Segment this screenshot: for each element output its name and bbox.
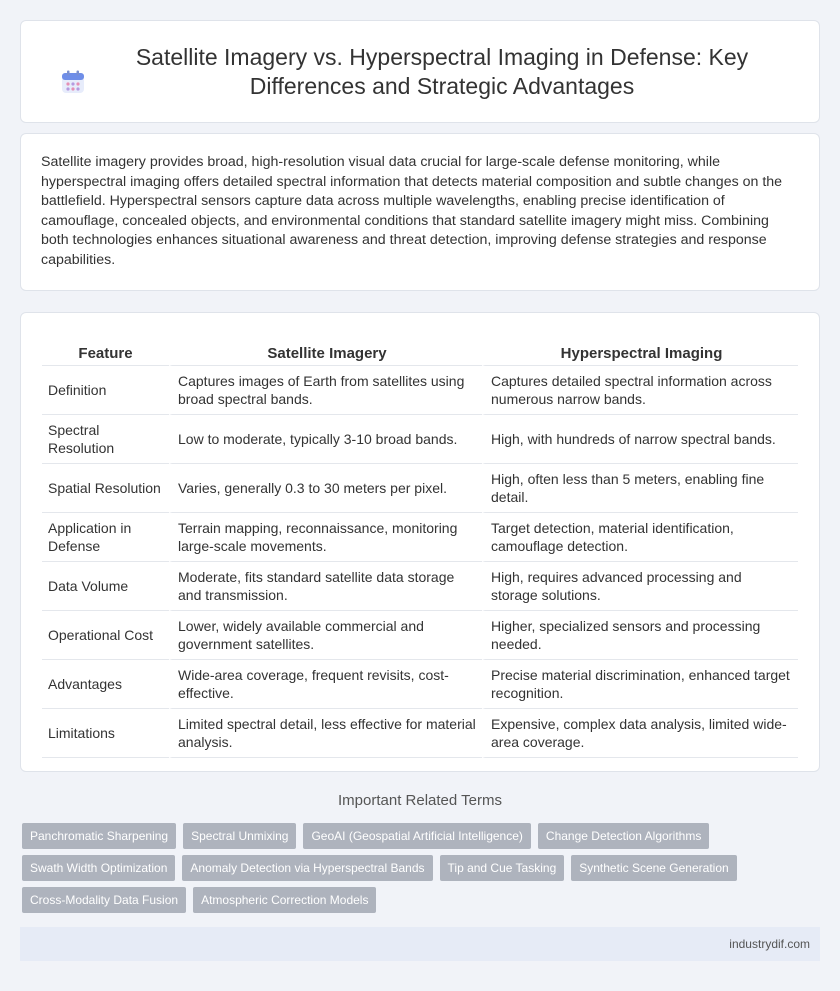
table-row xyxy=(42,660,798,709)
related-term-tag[interactable]: Spectral Unmixing xyxy=(183,823,296,849)
cell-feature: Application in Defense xyxy=(42,513,169,562)
cell-satellite-imagery: Varies, generally 0.3 to 30 meters per pixel. xyxy=(169,464,482,513)
cell-hyperspectral-imaging: High, often less than 5 meters, enabling fine detail. xyxy=(482,464,798,513)
cell-satellite-imagery: Moderate, fits standard satellite data storage and transmission. xyxy=(169,562,482,611)
cell-hyperspectral-imaging: Captures detailed spectral information across numerous narrow bands. xyxy=(482,366,798,415)
header-feature: Feature xyxy=(42,333,169,366)
related-terms-title: Important Related Terms xyxy=(338,792,502,809)
related-term-tag[interactable]: GeoAI (Geospatial Artificial Intelligence) xyxy=(303,823,530,849)
cell-feature: Spectral Resolution xyxy=(42,415,169,464)
table-row xyxy=(42,562,798,611)
cell-satellite-imagery: Wide-area coverage, frequent revisits, cost-effective. xyxy=(169,660,482,709)
related-term-tag[interactable]: Swath Width Optimization xyxy=(22,855,175,881)
header-hyperspectral-imaging: Hyperspectral Imaging xyxy=(482,333,798,366)
table-row xyxy=(42,366,798,415)
table-row xyxy=(42,464,798,513)
calendar-icon xyxy=(60,69,86,95)
cell-feature: Advantages xyxy=(42,660,169,709)
title-card xyxy=(20,20,820,123)
table-row xyxy=(42,611,798,660)
related-term-tag[interactable]: Panchromatic Sharpening xyxy=(22,823,176,849)
related-term-tag[interactable]: Tip and Cue Tasking xyxy=(440,855,565,881)
cell-satellite-imagery: Captures images of Earth from satellites using broad spectral bands. xyxy=(169,366,482,415)
cell-feature: Data Volume xyxy=(42,562,169,611)
related-terms-list xyxy=(22,823,822,913)
header-satellite-imagery: Satellite Imagery xyxy=(169,333,482,366)
footer-site[interactable]: industrydif.com xyxy=(729,937,810,951)
cell-satellite-imagery: Low to moderate, typically 3-10 broad bands. xyxy=(169,415,482,464)
cell-satellite-imagery: Limited spectral detail, less effective for material analysis. xyxy=(169,709,482,758)
cell-satellite-imagery: Terrain mapping, reconnaissance, monitoring large-scale movements. xyxy=(169,513,482,562)
comparison-table-card xyxy=(20,312,820,772)
cell-hyperspectral-imaging: High, requires advanced processing and storage solutions. xyxy=(482,562,798,611)
intro-card xyxy=(20,133,820,291)
comparison-table xyxy=(42,333,798,758)
table-header-row xyxy=(42,333,798,366)
table-row xyxy=(42,415,798,464)
page-title: Satellite Imagery vs. Hyperspectral Imaging in Defense: Key Differences and Strategic Advantages xyxy=(135,43,749,99)
related-term-tag[interactable]: Synthetic Scene Generation xyxy=(571,855,736,881)
cell-feature: Definition xyxy=(42,366,169,415)
cell-hyperspectral-imaging: Higher, specialized sensors and processing needed. xyxy=(482,611,798,660)
table-row xyxy=(42,709,798,758)
table-row xyxy=(42,513,798,562)
cell-satellite-imagery: Lower, widely available commercial and government satellites. xyxy=(169,611,482,660)
related-term-tag[interactable]: Atmospheric Correction Models xyxy=(193,887,376,913)
cell-hyperspectral-imaging: Target detection, material identification, camouflage detection. xyxy=(482,513,798,562)
cell-hyperspectral-imaging: High, with hundreds of narrow spectral bands. xyxy=(482,415,798,464)
cell-feature: Limitations xyxy=(42,709,169,758)
cell-hyperspectral-imaging: Precise material discrimination, enhanced target recognition. xyxy=(482,660,798,709)
cell-feature: Spatial Resolution xyxy=(42,464,169,513)
cell-hyperspectral-imaging: Expensive, complex data analysis, limited wide-area coverage. xyxy=(482,709,798,758)
related-term-tag[interactable]: Cross-Modality Data Fusion xyxy=(22,887,186,913)
intro-paragraph: Satellite imagery provides broad, high-resolution visual data crucial for large-scale defense monitoring, while hyperspectral imaging offers detailed spectral information that detects material composition and subtle changes on the battlefield. Hyperspectral sensors capture data across multiple wavelengths, enabling precise identification of camouflage, concealed objects, and environmental conditions that standard satellite imagery might miss. Combining both technologies enhances situational awareness and threat detection, improving defense strategies and response capabilities. xyxy=(41,154,783,268)
cell-feature: Operational Cost xyxy=(42,611,169,660)
related-term-tag[interactable]: Change Detection Algorithms xyxy=(538,823,709,849)
footer xyxy=(20,927,820,961)
related-term-tag[interactable]: Anomaly Detection via Hyperspectral Bands xyxy=(182,855,432,881)
